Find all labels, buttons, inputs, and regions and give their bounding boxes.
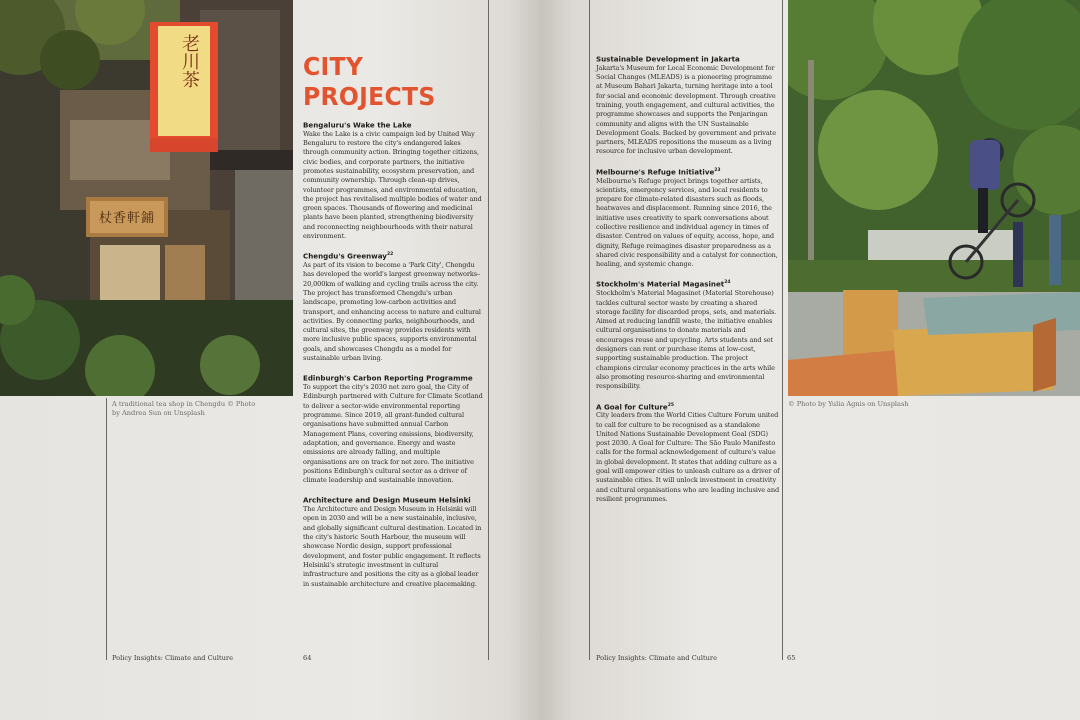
skatepark-photo-caption: © Photo by Yulia Agnis on Unsplash	[788, 400, 909, 408]
right-inner-column-rule	[589, 0, 590, 660]
article-chengdu	[303, 250, 485, 363]
page-number-left: 64	[303, 654, 312, 662]
article-body: Wake the Lake is a civic campaign led by United Way Bengaluru to restore the city's endangered lakes through community action. Bringing together citizens, civic bodies, and corporate partners, the initiative promotes sustainability, ecosystem preservation, and community ownership. Through clean-up drives, volunteer programmes, and environmental education, the project has revitalised multiple bodies of water and green spaces. Thousands of flowering and medicinal plants have been planted, strengthening biodiversity and reconnecting neighbourhoods with their natural environment.	[303, 129, 482, 241]
article-bengaluru	[303, 119, 485, 241]
article-body: The Architecture and Design Museum in Helsinki will open in 2030 and will be a new sustainable, inclusive, and globally significant cultural destination. Located in the city's historic South Harbour, the museum will showcase Nordic design, support professional development, and foster public engagement. It reflects Helsinki's strategic investment in cultural infrastructure and positions the city as a global leader in sustainable architecture and creative placemaking.	[303, 505, 482, 588]
article-body: City leaders from the World Cities Culture Forum united to call for culture to be recognised as a standalone United Nations Sustainable Development Goal (SDG) post 2030. A Goal for Culture: The São Paulo Manifesto calls for the formal acknowledgement of culture's value in global development. It states that adding culture as a goal will empower cities to unleash culture as a driver of sustainable cities. It will unlock investment in creativity and cultural organisations who are leading inclusive and resilient programmes.	[596, 411, 780, 503]
article-jakarta	[596, 53, 780, 157]
left-article-column	[303, 52, 485, 598]
article-title: Bengaluru's Wake the Lake	[303, 120, 412, 130]
article-body: Melbourne's Refuge project brings together artists, scientists, emergency services, and local residents to prepare for climate-related disasters such as floods, heatwaves and displacement. Running since 2016, the initiative uses creativity to spark conversations about collective resilience and individual agency in times of disaster. Centred on values of equity, access, hope, and dignity, Refuge reimagines disaster preparedness as a shared civic responsibility and a catalyst for connection, healing, and systemic change.	[596, 176, 778, 269]
article-body: Jakarta's Museum for Local Economic Development for Social Changes (MLEADS) is a pioneering programme at Museum Bahari Jakarta, turning heritage into a tool for social and economic development. Through creative training, youth engagement, and cultural activities, the programme showcases and supports the Penjaringan community and aligns with the UN Sustainable Development Goals. Backed by government and private partners, MLEADS repositions the museum as a living resource for inclusive urban development.	[596, 63, 776, 156]
tea-shop-photo-caption: A traditional tea shop in Chengdu © Photo by Andrea Sun on Unsplash	[112, 400, 256, 417]
right-outer-column-rule	[782, 0, 783, 660]
article-title: Edinburgh's Carbon Reporting Programme	[303, 373, 473, 383]
article-edinburgh	[303, 372, 485, 485]
footer-publication-right: Policy Insights: Climate and Culture	[596, 654, 717, 662]
article-goal-for-culture	[596, 401, 780, 505]
left-outer-column-rule	[106, 398, 107, 660]
tea-shop-photo	[0, 0, 293, 396]
article-body: Stockholm's Material Magasinet (Material Storehouse) tackles cultural sector waste by creating a shared storage facility for discarded props, sets, and materials. Aimed at reducing landfill waste, the initiative enables cultural organisations to donate materials and encourages reuse and upcycling. Arts students and set designers can rent or purchase items at low-cost, supporting sustainable production. The project champions circular economy practices in the arts while also promoting resource-sharing and environmental responsibility.	[596, 289, 777, 391]
right-page	[540, 0, 1080, 720]
section-title: CITY PROJECTS	[303, 52, 436, 111]
article-title: A Goal for Culture$^{25}$	[596, 401, 674, 411]
article-melbourne	[596, 166, 780, 270]
article-title: Chengdu's Greenway$^{22}$	[303, 251, 394, 261]
article-title: Stockholm's Material Magasinet$^{24}$	[596, 279, 731, 289]
article-stockholm	[596, 278, 780, 391]
article-title: Melbourne's Refuge Initiative$^{23}$	[596, 167, 721, 177]
tea-shop-sign-text: 杖香軒鋪	[98, 211, 155, 226]
skatepark-photo	[788, 0, 1080, 396]
right-article-column	[596, 53, 780, 513]
article-title: Sustainable Development in Jakarta	[596, 54, 740, 64]
article-body: As part of its vision to become a 'Park City', Chengdu has developed the world's largest greenway networks–20,000km of walking and cycling trails across the city. The project has transformed Chengdu's urban landscape, promoting low-carbon activities and transport, and enhancing access to nature and cultural activities. By connecting parks, neighbourhoods, and cultural sites, the greenway provides residents with more inclusive public spaces, supports environmental goals, and showcases Chengdu as a model for sustainable urban living.	[303, 261, 481, 363]
footer-publication-left: Policy Insights: Climate and Culture	[112, 654, 233, 662]
article-helsinki	[303, 494, 485, 588]
left-inner-column-rule	[488, 0, 489, 660]
article-body: To support the city's 2030 net zero goal, the City of Edinburgh partnered with Culture for Climate Scotland to deliver a sector-wide environmental reporting programme. Since 2019, all grant-funded cultural organisations have submitted annual Carbon Management Plans, covering emissions, biodiversity, adaptation, and governance. Energy and waste emissions are already falling, and multiple organisations are on track for net zero. The initiative positions Edinburgh's cultural sector as a driver of climate leadership and sustainable innovation.	[303, 383, 483, 485]
page-number-right: 65	[787, 654, 796, 662]
tea-banner-text: 老川茶	[179, 34, 200, 88]
article-title: Architecture and Design Museum Helsinki	[303, 495, 471, 505]
